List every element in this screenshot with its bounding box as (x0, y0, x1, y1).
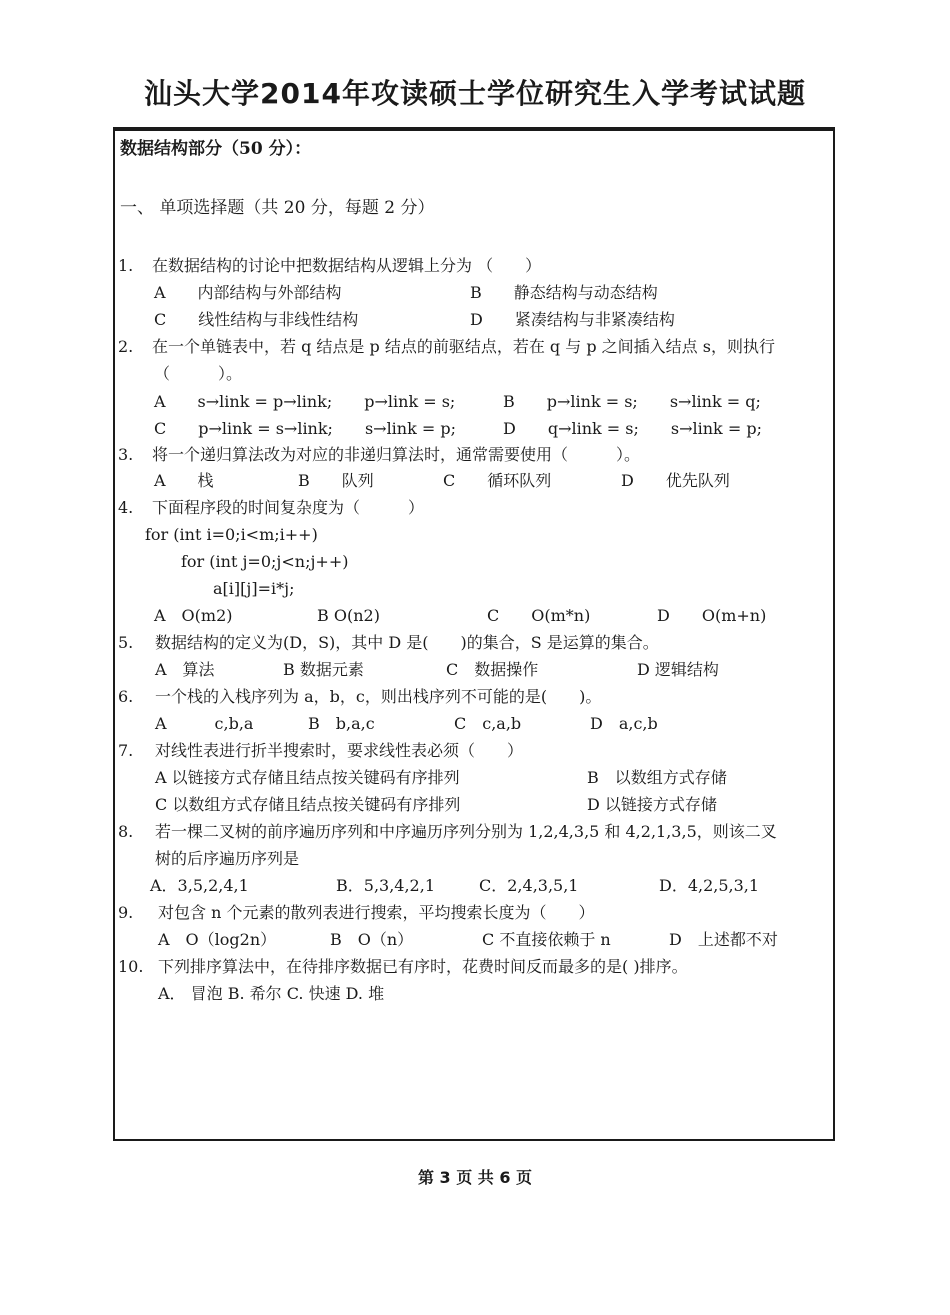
q2-stem: 在一个单链表中，若 q 结点是 p 结点的前驱结点，若在 q 与 p 之间插入结点 s，则执行 (152, 337, 775, 356)
q6-option-b: B b,a,c (308, 714, 375, 733)
q9-option-a: A O（log2n） (158, 930, 277, 949)
q2-option-d: D q→link = s; s→link = p; (503, 419, 762, 438)
section-title: 数据结构部分（50 分）： (120, 139, 312, 159)
q4-code-line-2: for (int j=0;j<n;j++) (181, 552, 349, 571)
q6-stem: 一个栈的入栈序列为 a，b，c，则出栈序列不可能的是( )。 (155, 687, 602, 706)
q1-option-c: C 线性结构与非线性结构 (154, 310, 359, 329)
q3-option-c: C 循环队列 (443, 471, 552, 490)
q7-option-d: D 以链接方式存储 (587, 795, 717, 814)
q3-option-d: D 优先队列 (621, 471, 730, 490)
q8-option-c: C．2,4,3,5,1 (479, 876, 579, 895)
q6-option-a: A c,b,a (155, 714, 254, 733)
q9-option-c: C 不直接依赖于 n (482, 930, 611, 949)
q1-option-d: D 紧凑结构与非紧凑结构 (470, 310, 675, 329)
q5-option-b: B 数据元素 (283, 660, 364, 679)
q5-option-d: D 逻辑结构 (637, 660, 719, 679)
page-number: 第 3 页 共 6 页 (417, 1168, 533, 1187)
q2-option-a: A s→link = p→link; p→link = s; (154, 392, 456, 411)
q4-option-b: B O(n2) (317, 606, 380, 625)
q8-stem-cont: 树的后序遍历序列是 (155, 849, 300, 868)
q9-option-d: D 上述都不对 (669, 930, 778, 949)
q8-number: 8. (118, 822, 134, 841)
q1-option-b: B 静态结构与动态结构 (470, 283, 658, 302)
q4-code-line-3: a[i][j]=i*j; (213, 579, 295, 598)
q7-option-c: C 以数组方式存储且结点按关键码有序排列 (155, 795, 461, 814)
q7-option-b: B 以数组方式存储 (587, 768, 727, 787)
q6-option-d: D a,c,b (590, 714, 658, 733)
q4-option-c: C O(m*n) (487, 606, 591, 625)
q4-number: 4. (118, 498, 134, 517)
q4-option-a: A O(m2) (154, 606, 233, 625)
q8-option-a: A．3,5,2,4,1 (150, 876, 249, 895)
q1-number: 1. (118, 256, 134, 275)
q5-stem: 数据结构的定义为(D，S)，其中 D 是( )的集合，S 是运算的集合。 (155, 633, 659, 652)
q2-stem-cont: （ ）。 (154, 364, 243, 383)
q7-option-a: A 以链接方式存储且结点按关键码有序排列 (155, 768, 460, 787)
q3-stem: 将一个递归算法改为对应的非递归算法时，通常需要使用（ ）。 (152, 445, 641, 464)
q5-option-c: C 数据操作 (446, 660, 539, 679)
q2-number: 2. (118, 337, 134, 356)
q8-stem: 若一棵二叉树的前序遍历序列和中序遍历序列分别为 1,2,4,3,5 和 4,2,1,3,5，则该二叉 (155, 822, 777, 841)
q9-stem: 对包含 n 个元素的散列表进行搜索，平均搜索长度为（ ） (158, 903, 595, 922)
q6-number: 6. (118, 687, 134, 706)
q3-option-b: B 队列 (298, 471, 374, 490)
q10-number: 10. (118, 957, 144, 976)
q5-number: 5. (118, 633, 134, 652)
q10-stem: 下列排序算法中，在待排序数据已有序时，花费时间反而最多的是( )排序。 (158, 957, 688, 976)
q10-options: A． 冒泡 B. 希尔 C. 快速 D. 堆 (158, 984, 385, 1003)
q8-option-d: D．4,2,5,3,1 (659, 876, 760, 895)
page-title: 汕头大学2014年攻读硕士学位研究生入学考试试题 (144, 77, 806, 110)
q5-option-a: A 算法 (155, 660, 215, 679)
q7-number: 7. (118, 741, 134, 760)
q2-option-b: B p→link = s; s→link = q; (503, 392, 761, 411)
q7-stem: 对线性表进行折半搜索时，要求线性表必须（ ） (155, 741, 524, 760)
q3-option-a: A 栈 (154, 471, 214, 490)
q4-stem: 下面程序段的时间复杂度为（ ） (152, 498, 425, 517)
q6-option-c: C c,a,b (454, 714, 522, 733)
q1-option-a: A 内部结构与外部结构 (154, 283, 342, 302)
q9-option-b: B O（n） (330, 930, 414, 949)
q1-stem: 在数据结构的讨论中把数据结构从逻辑上分为 （ ） (152, 256, 542, 275)
q9-number: 9. (118, 903, 134, 922)
q8-option-b: B．5,3,4,2,1 (336, 876, 436, 895)
part-title: 一、 单项选择题（共 20 分，每题 2 分） (120, 198, 435, 218)
q4-code-line-1: for (int i=0;i<m;i++) (145, 525, 318, 544)
q3-number: 3. (118, 445, 134, 464)
q2-option-c: C p→link = s→link; s→link = p; (154, 419, 457, 438)
q4-option-d: D O(m+n) (657, 606, 767, 625)
